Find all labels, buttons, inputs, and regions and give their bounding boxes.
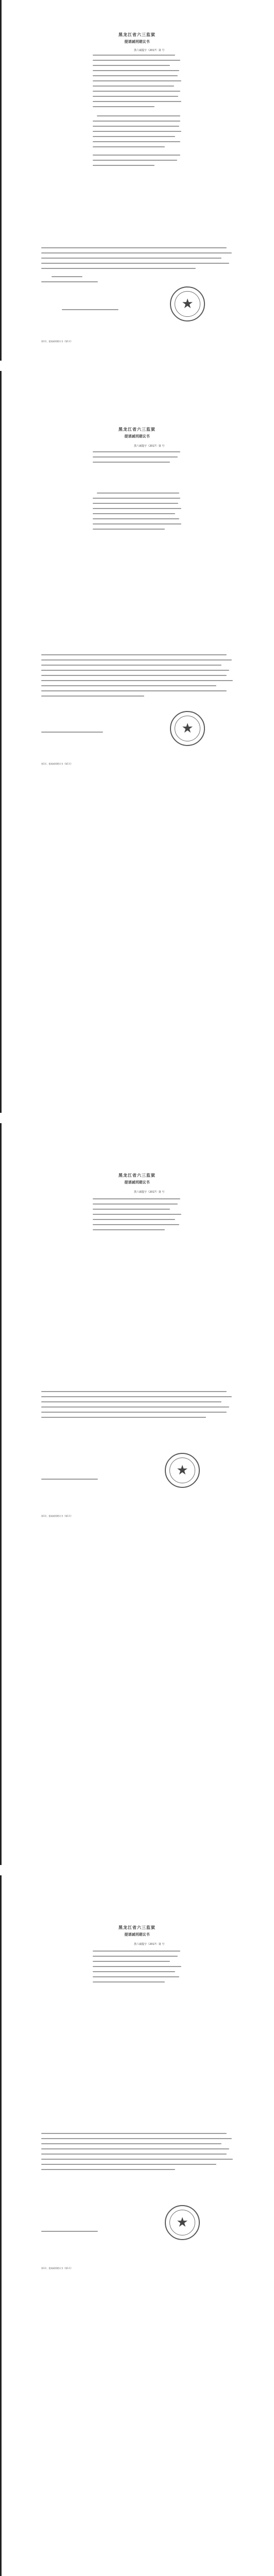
text-line bbox=[93, 523, 181, 524]
text-line bbox=[93, 101, 181, 102]
text-line bbox=[93, 106, 155, 107]
text-line bbox=[93, 508, 181, 509]
page-footer: 第1页，提请减刑建议书（第1页） bbox=[41, 762, 73, 765]
page-footer: 第1页，提请减刑建议书（第1页） bbox=[41, 1515, 73, 1517]
text-line bbox=[41, 690, 227, 691]
text-line bbox=[41, 1406, 229, 1408]
text-line bbox=[93, 86, 174, 87]
document-subtitle: 提请减刑建议书 bbox=[124, 434, 150, 438]
text-line bbox=[93, 1209, 170, 1210]
document-title: 黑龙江省六三监狱 bbox=[118, 427, 156, 432]
star-icon: ★ bbox=[181, 721, 194, 736]
text-line bbox=[93, 518, 179, 519]
text-line bbox=[93, 1219, 175, 1220]
text-line bbox=[41, 2138, 232, 2139]
text-line bbox=[93, 503, 178, 504]
page-edge bbox=[0, 371, 2, 1113]
document-number: 黑六减提字（2017）第 号 bbox=[134, 1943, 165, 1946]
text-line bbox=[41, 2143, 221, 2144]
text-line bbox=[41, 2148, 229, 2149]
text-line bbox=[41, 1479, 98, 1480]
text-line bbox=[93, 513, 175, 514]
text-line bbox=[41, 732, 103, 733]
text-line bbox=[41, 2133, 227, 2134]
text-line bbox=[93, 96, 178, 97]
text-line bbox=[93, 160, 177, 161]
document-number: 黑六减提字（2017）第 号 bbox=[134, 1191, 165, 1194]
text-line bbox=[41, 1417, 206, 1418]
text-line bbox=[93, 1961, 170, 1962]
text-line bbox=[93, 1204, 178, 1205]
text-line bbox=[93, 55, 175, 56]
page-edge bbox=[0, 1875, 2, 2576]
official-seal bbox=[170, 286, 205, 321]
text-line bbox=[41, 1391, 227, 1392]
text-line bbox=[41, 1412, 227, 1413]
text-line bbox=[93, 462, 170, 463]
text-line bbox=[93, 529, 165, 530]
text-line bbox=[97, 493, 179, 494]
official-seal bbox=[165, 1453, 200, 1488]
text-line bbox=[41, 281, 98, 282]
text-line bbox=[93, 65, 170, 66]
text-line bbox=[41, 1401, 221, 1402]
text-line bbox=[93, 155, 180, 156]
text-line bbox=[41, 696, 144, 697]
text-line bbox=[93, 451, 180, 452]
text-line bbox=[93, 498, 180, 499]
text-line bbox=[93, 1198, 180, 1199]
text-line bbox=[41, 665, 221, 666]
text-line bbox=[93, 131, 181, 132]
page-footer: 第1页，提请减刑建议书（第1页） bbox=[41, 2267, 73, 2269]
document-subtitle: 提请减刑建议书 bbox=[124, 1180, 150, 1184]
text-line bbox=[93, 1214, 181, 1215]
text-line bbox=[97, 115, 180, 116]
text-line bbox=[41, 252, 232, 253]
text-line bbox=[41, 659, 232, 660]
document-page bbox=[0, 371, 274, 1113]
star-icon: ★ bbox=[181, 296, 194, 312]
star-icon: ★ bbox=[176, 2215, 189, 2230]
text-line bbox=[93, 165, 155, 166]
document-title: 黑龙江省六三监狱 bbox=[118, 32, 156, 37]
document-number: 黑六减提字（2017）第 号 bbox=[134, 49, 165, 52]
text-line bbox=[41, 2164, 216, 2165]
document-title: 黑龙江省六三监狱 bbox=[118, 1925, 156, 1930]
text-line bbox=[93, 60, 180, 61]
text-line bbox=[93, 146, 165, 147]
text-line bbox=[41, 2169, 175, 2170]
text-line bbox=[41, 654, 227, 655]
text-line bbox=[62, 309, 118, 310]
text-line bbox=[93, 136, 175, 137]
star-icon: ★ bbox=[176, 1463, 189, 1478]
text-line bbox=[41, 263, 229, 264]
text-line bbox=[41, 670, 229, 671]
document-subtitle: 提请减刑建议书 bbox=[124, 1933, 150, 1937]
text-line bbox=[52, 276, 82, 277]
official-seal bbox=[165, 2205, 200, 2240]
text-line bbox=[93, 126, 179, 127]
text-line bbox=[41, 675, 227, 676]
page-footer: 第1页，提请减刑建议书（第1页） bbox=[41, 340, 73, 343]
text-line bbox=[93, 70, 179, 71]
text-line bbox=[41, 2231, 98, 2232]
text-line bbox=[93, 1976, 179, 1977]
text-line bbox=[93, 456, 178, 457]
text-line bbox=[41, 685, 216, 686]
text-line bbox=[93, 1229, 165, 1230]
document-page bbox=[0, 0, 274, 361]
document-number: 黑六减提字（2017）第 号 bbox=[134, 445, 165, 448]
text-line bbox=[41, 247, 227, 248]
text-line bbox=[41, 2154, 227, 2155]
text-line bbox=[93, 141, 180, 142]
text-line bbox=[93, 121, 180, 122]
document-title: 黑龙江省六三监狱 bbox=[118, 1173, 156, 1178]
document-subtitle: 提请减刑建议书 bbox=[124, 40, 150, 44]
text-line bbox=[93, 1971, 175, 1972]
text-line bbox=[93, 80, 181, 81]
text-line bbox=[93, 1966, 181, 1967]
text-line bbox=[93, 1956, 178, 1957]
text-line bbox=[41, 680, 233, 681]
text-line bbox=[93, 1951, 180, 1952]
text-line bbox=[93, 1981, 165, 1982]
document-page bbox=[0, 1875, 274, 2576]
page-edge bbox=[0, 1123, 2, 1865]
official-seal bbox=[170, 711, 205, 746]
page-edge bbox=[0, 0, 2, 361]
text-line bbox=[41, 268, 196, 269]
text-line bbox=[41, 2159, 233, 2160]
document-page bbox=[0, 1123, 274, 1865]
text-line bbox=[41, 1396, 232, 1397]
text-line bbox=[93, 75, 178, 76]
text-line bbox=[93, 1224, 179, 1225]
text-line bbox=[93, 91, 180, 92]
text-line bbox=[41, 258, 221, 259]
